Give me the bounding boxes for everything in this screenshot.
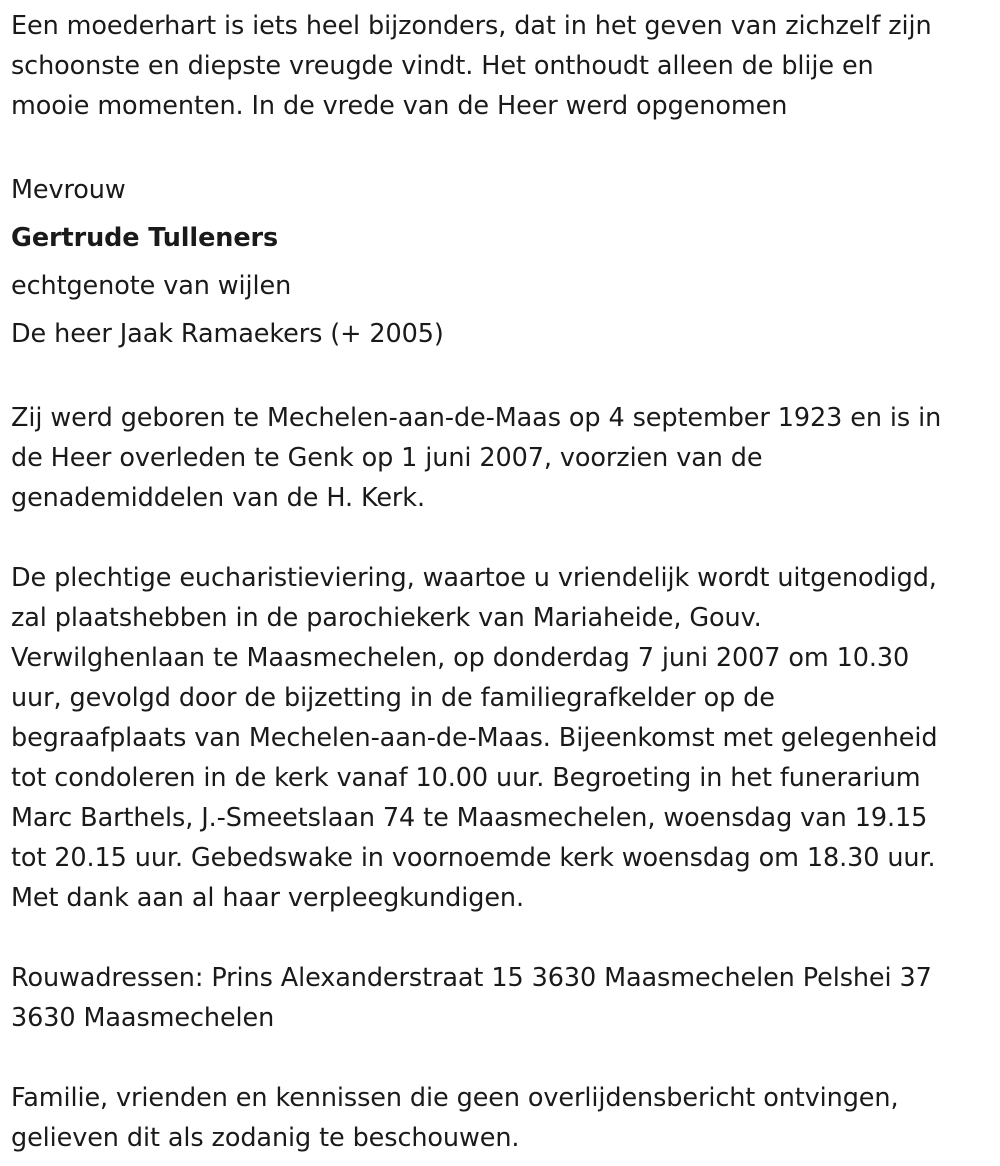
ceremony-line: Marc Barthels, J.-Smeetslaan 74 te Maasmechelen, woensdag van 19.15	[11, 803, 928, 833]
ceremony-line: begraafplaats van Mechelen-aan-de-Maas. Bijeenkomst met gelegenheid	[11, 723, 938, 753]
paragraph-gap	[11, 126, 996, 166]
closing-paragraph	[11, 1078, 996, 1158]
death-notice-document	[11, 6, 996, 1158]
birth-death-line: Zij werd geboren te Mechelen-aan-de-Maas op 4 september 1923 en is in	[11, 403, 942, 433]
paragraph-gap	[11, 1038, 996, 1078]
deceased-name: Gertrude Tulleners	[11, 223, 279, 253]
ceremony-line: zal plaatshebben in de parochiekerk van Mariaheide, Gouv.	[11, 603, 762, 633]
birth-death-line: genademiddelen van de H. Kerk.	[11, 483, 425, 513]
intro-paragraph	[11, 6, 996, 126]
ceremony-line: uur, gevolgd door de bijzetting in de familiegrafkelder op de	[11, 683, 775, 713]
paragraph-gap	[11, 918, 996, 958]
ceremony-paragraph	[11, 558, 996, 918]
honorific: Mevrouw	[11, 175, 126, 205]
address-line: Rouwadressen: Prins Alexanderstraat 15 3630 Maasmechelen Pelshei 37	[11, 963, 932, 993]
intro-line: Een moederhart is iets heel bijzonders, dat in het geven van zichzelf zijn	[11, 11, 932, 41]
closing-line: gelieven dit als zodanig te beschouwen.	[11, 1123, 520, 1153]
ceremony-line: De plechtige eucharistieviering, waartoe u vriendelijk wordt uitgenodigd,	[11, 563, 937, 593]
addresses-paragraph	[11, 958, 996, 1038]
spouse-text: De heer Jaak Ramaekers (+ 2005)	[11, 319, 444, 349]
relation-text: echtgenote van wijlen	[11, 271, 292, 301]
ceremony-line: tot condoleren in de kerk vanaf 10.00 uur. Begroeting in het funerarium	[11, 763, 921, 793]
birth-death-line: de Heer overleden te Genk op 1 juni 2007, voorzien van de	[11, 443, 763, 473]
paragraph-gap	[11, 358, 996, 398]
closing-line: Familie, vrienden en kennissen die geen overlijdensbericht ontvingen,	[11, 1083, 899, 1113]
person-block	[11, 166, 996, 358]
ceremony-line: Met dank aan al haar verpleegkundigen.	[11, 883, 524, 913]
intro-line: schoonste en diepste vreugde vindt. Het onthoudt alleen de blije en	[11, 51, 874, 81]
paragraph-gap	[11, 518, 996, 558]
ceremony-line: Verwilghenlaan te Maasmechelen, op donderdag 7 juni 2007 om 10.30	[11, 643, 910, 673]
intro-line: mooie momenten. In de vrede van de Heer werd opgenomen	[11, 91, 788, 121]
birth-death-paragraph	[11, 398, 996, 518]
ceremony-line: tot 20.15 uur. Gebedswake in voornoemde kerk woensdag om 18.30 uur.	[11, 843, 936, 873]
address-line: 3630 Maasmechelen	[11, 1003, 275, 1033]
